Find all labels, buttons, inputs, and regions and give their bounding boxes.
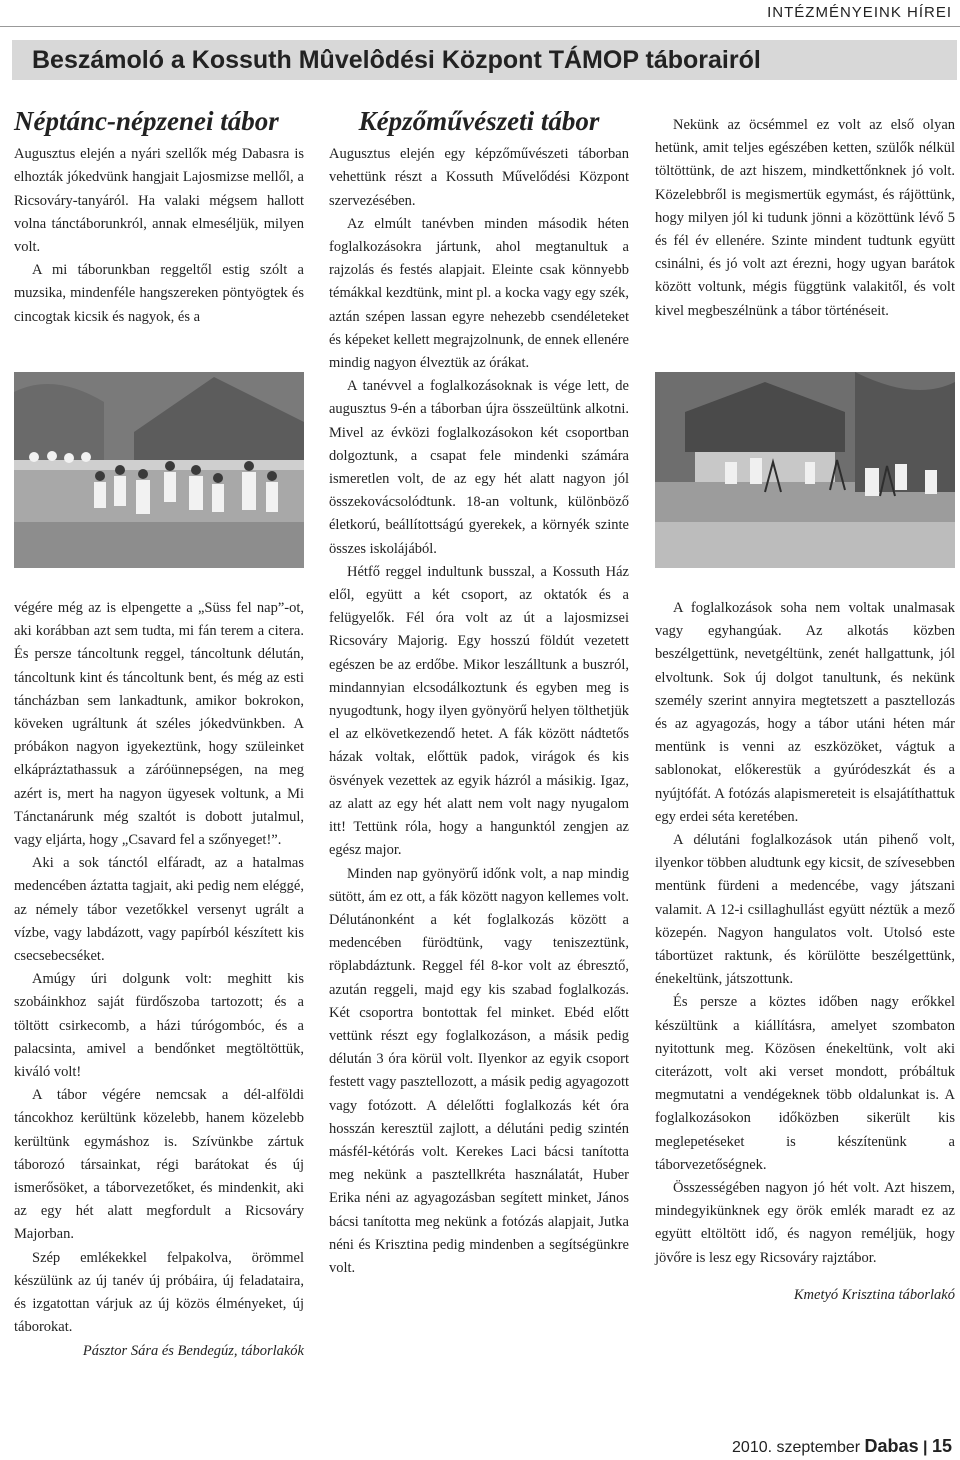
paragraph: Az elmúlt tanévben minden második héten foglalkozásokra jártunk, ahol megtanultuk a rajzolás és festés alapjait. Eleinte csak könnyebb témákkal kezdtünk, mint pl. a kocka vagy egy szék, aztán szépen lassan egyre nehezebb csendéleteket és képeket kellett megrajzolnunk, de ennek ellenére mindig nagyon élveztük az órákat. — [329, 215, 629, 372]
column-3-top — [655, 114, 955, 323]
paragraph: A tanévvel a foglalkozásoknak is vége lett, de augusztus 9-én a táborban újra összeültünk alkotni. Mivel az évközi foglalkozásokon két csoportban dolgoztunk, a csapat fele mindenki számára ismeretlen volt, de az egy hét alatt nagyon jól összekovácsolódtunk. 18-an voltunk, különböző életkorú, beállítottságú gyerekek, a környék szinte összes iskolájából. — [329, 378, 629, 557]
photo-art-camp — [655, 372, 955, 568]
paragraph: A tábor végére nemcsak a dél-alföldi táncokhoz kerültünk közelebb, hanem közelebb kerültünk egymáshoz is. Szívünkbe zártuk táborozó társainkat, régi barátokat és új ismerősöket, a táborvezetőket, és mindenkit, aki az egy hét alatt megfordult a Ricsováry Majorban. — [14, 1087, 304, 1243]
paragraph: Aki a sok tánctól elfáradt, az a hatalmas medencében áztatta tagjait, aki pedig nem eléggé, az némely tábor vezetőkkel versenyt ugrált a vízbe, vagy labdázott, vagy papírból készített kis csecsebecséket. — [14, 855, 304, 965]
paragraph: Hétfő reggel indultunk busszal, a Kossuth Ház elől, együtt a két csoport, az oktatók és a felügyelők. Fél óra volt az út a lajosmizsei Ricsováry Majorig. Egy hosszú földút vezetett egészen be az erdőbe. Mikor leszálltunk a buszról, mindannyian elcsodálkoztunk és egyben meg is nyugodtunk, hogy ilyen gyönyörű helyen tölthetjük el az elkövetkezendő hetet. A fák között nádtetős házak voltak, előttük padok, virágok és kis ösvények vezettek az egyik házról a másikig. Igaz, az alatt az egy hét alatt nem volt nagy nyugalom itt! Tettünk róla, hogy a hangunktól zengjen az egész major. — [329, 563, 629, 859]
signature-col1: Pásztor Sára és Bendegúz, táborlakók — [82, 1342, 304, 1359]
paragraph: Összességében nagyon jó hét volt. Azt hiszem, mindegyikünknek egy örök emlék maradt ez az együtt eltöltött idő, és nagyon reméljük, hogy jövőre is lesz egy Ricsováry rajztábor. — [655, 1180, 955, 1266]
paragraph: Amúgy úri dolgunk volt: meghitt kis szobáinkhoz saját fürdőszoba tartozott; és a töltött csirkecomb, a házi túrógombóc, és a palacsinta, amivel a bendőnket megtöltöttük, kiváló volt! — [14, 971, 304, 1081]
column-1-top — [14, 106, 304, 329]
page-footer — [732, 1436, 952, 1457]
paragraph: A foglalkozások soha nem voltak unalmasak vagy egyhangúak. Az alkotás közben beszélgettünk, nevetgéltünk, zenét hallgattunk, jól elvoltunk. Sok új dolgot tanultunk, és nekünk személy szerint annyira megtetszett a pasztellozás és az agyagozás, hogy a tábor utáni héten már mentünk is venni az eszközöket, vágtuk a sablonokat, előkerestük a gyúródeszkát és a nyújtófát. A fotózás alapismereteit is elsajátíthattuk egy erdei séta keretében. — [655, 600, 955, 825]
paragraph: És persze a köztes időben nagy erőkkel készültünk a kiállításra, amelyet szombaton nyitottunk meg. Közösen énekeltünk, volt aki citerázott, volt aki verset mondott, próbáltuk megmutatni a vendégeknek több oldalunkat is. A foglalkozásokon időközben sikerült kis meglepetéseket is készítenünk a táborvezetőségnek. — [655, 994, 955, 1173]
paragraph: Augusztus elején egy képzőművészeti táborban vehettünk részt a Kossuth Művelődési Központ szervezésében. — [329, 146, 629, 209]
column-3-bottom — [655, 597, 955, 1307]
heading-folk-dance-camp: Néptánc-népzenei tábor — [14, 106, 279, 136]
paragraph: Minden nap gyönyörű időnk volt, a nap mindig sütött, ám ez ott, a fák között nagyon kellemes volt. Délutánonként a két foglalkozás között a medencében fürödtünk, vagy teniszeztünk, röplabdáztunk. Reggel fél 8-kor volt az ébresztő, azután reggeli, majd egy kis szabad foglalkozás. Két csoportra bontottak fel minket. Ebéd előtt vettünk részt egy foglalkozáson, a másik pedig délután 3 óra körül volt. Ilyenkor az egyik csoport festett vagy pasztellozott, a másik pedig agyagozott vagy fotózott. A délelőtti foglalkozás két óra hosszán keresztül zajlott, a délutáni pedig szintén másfél-kétórás volt. Kerekes Laci bácsi tanította meg nekünk a pasztellkréta használatát, Huber Erika néni az agyagozásban segített minket, János bácsi tanította meg nekünk a fotózás alapjait, Jutka néni és Krisztina pedig mindenben a segítségünkre volt. — [329, 865, 629, 1276]
paragraph: Nekünk az öcsémmel ez volt az első olyan hetünk, amit teljes egészében ketten, szülők nélkül töltöttünk, de azt hiszem, mindkettőnknek jó volt. Közelebbről is megismertük egymást, és rájöttünk, hogy milyen jól ki tudunk jönni a közöttünk lévő 5 és fél év ellenére. Szinte mindent tudtunk együtt csinálni, és jó volt azt érezni, hogy ugyan barátok között voltunk, mégis függtünk valakitől, és volt kivel megbeszélnünk a tábor történéseit. — [655, 117, 955, 319]
column-2 — [329, 106, 629, 1280]
column-1-bottom — [14, 597, 304, 1363]
section-label: INTÉZMÉNYEINK HÍREI — [767, 4, 952, 21]
header-rule — [0, 26, 960, 27]
signature-col3: Kmetyó Krisztina táborlakó — [793, 1286, 955, 1303]
brand-name: Dabas — [864, 1436, 919, 1456]
issue-date: 2010. szeptember — [732, 1439, 861, 1456]
page-number: 15 — [931, 1436, 952, 1456]
footer-separator: | — [923, 1439, 928, 1456]
paragraph: Augusztus elején a nyári szellők még Dabasra is elhozták jókedvünk hangjait Lajosmizse mellől, a Ricsováry-tanyáról. Ha valaki mégsem hallott volna tánctáborunkról, annak elmeséljük, milyen volt. — [14, 146, 304, 256]
paragraph: A délutáni foglalkozások után pihenő volt, ilyenkor többen aludtunk egy kicsit, de szívesebben mentünk fürdeni a medencébe, vagy játszani valamit. A 12-i csillaghullást együtt néztük a mező közepén. Nagyon hangulatos volt. Utolsó este tábortüzet raktunk, és körülötte beszélgettünk, énekeltünk, játszottunk. — [655, 832, 955, 988]
paragraph: végére még az is elpengette a „Süss fel nap”-ot, aki korábban azt sem tudta, mi fán terem a citera. És persze táncoltunk reggel, táncoltunk délután, táncoltunk kint és táncoltunk bent, és még az esti táncházban sem lankadtunk, amikor bokrokon, köveken ugráltunk át széles jókedvünkben. A próbákon nagyon igyekeztünk, hogy szüleinket elkápráztathassuk a záróünnepségen, na meg azért is, mert ha nagyon ügyesek voltunk, a Mi Tánctanárunk még szaltót is dobott jutalmul, vagy eljárta, hogy „Csavard fel a szőnyeget!”. — [14, 600, 304, 849]
page-title: Beszámoló a Kossuth Mûvelôdési Központ TÁMOP táborairól — [32, 46, 761, 74]
heading-fine-arts-camp: Képzőművészeti tábor — [358, 106, 600, 136]
paragraph: Szép emlékekkel felpakolva, örömmel készülünk az új tanév új próbáira, új feladataira, és izgatottan várjuk az új közös élményeket, új táborokat. — [14, 1249, 304, 1336]
title-banner — [12, 40, 957, 80]
photo-folk-dance — [14, 372, 304, 568]
paragraph: A mi táborunkban reggeltől estig szólt a muzsika, mindenféle hangszereken pöntyögtek és cincogtak kicsik és nagyok, és a — [14, 262, 304, 325]
